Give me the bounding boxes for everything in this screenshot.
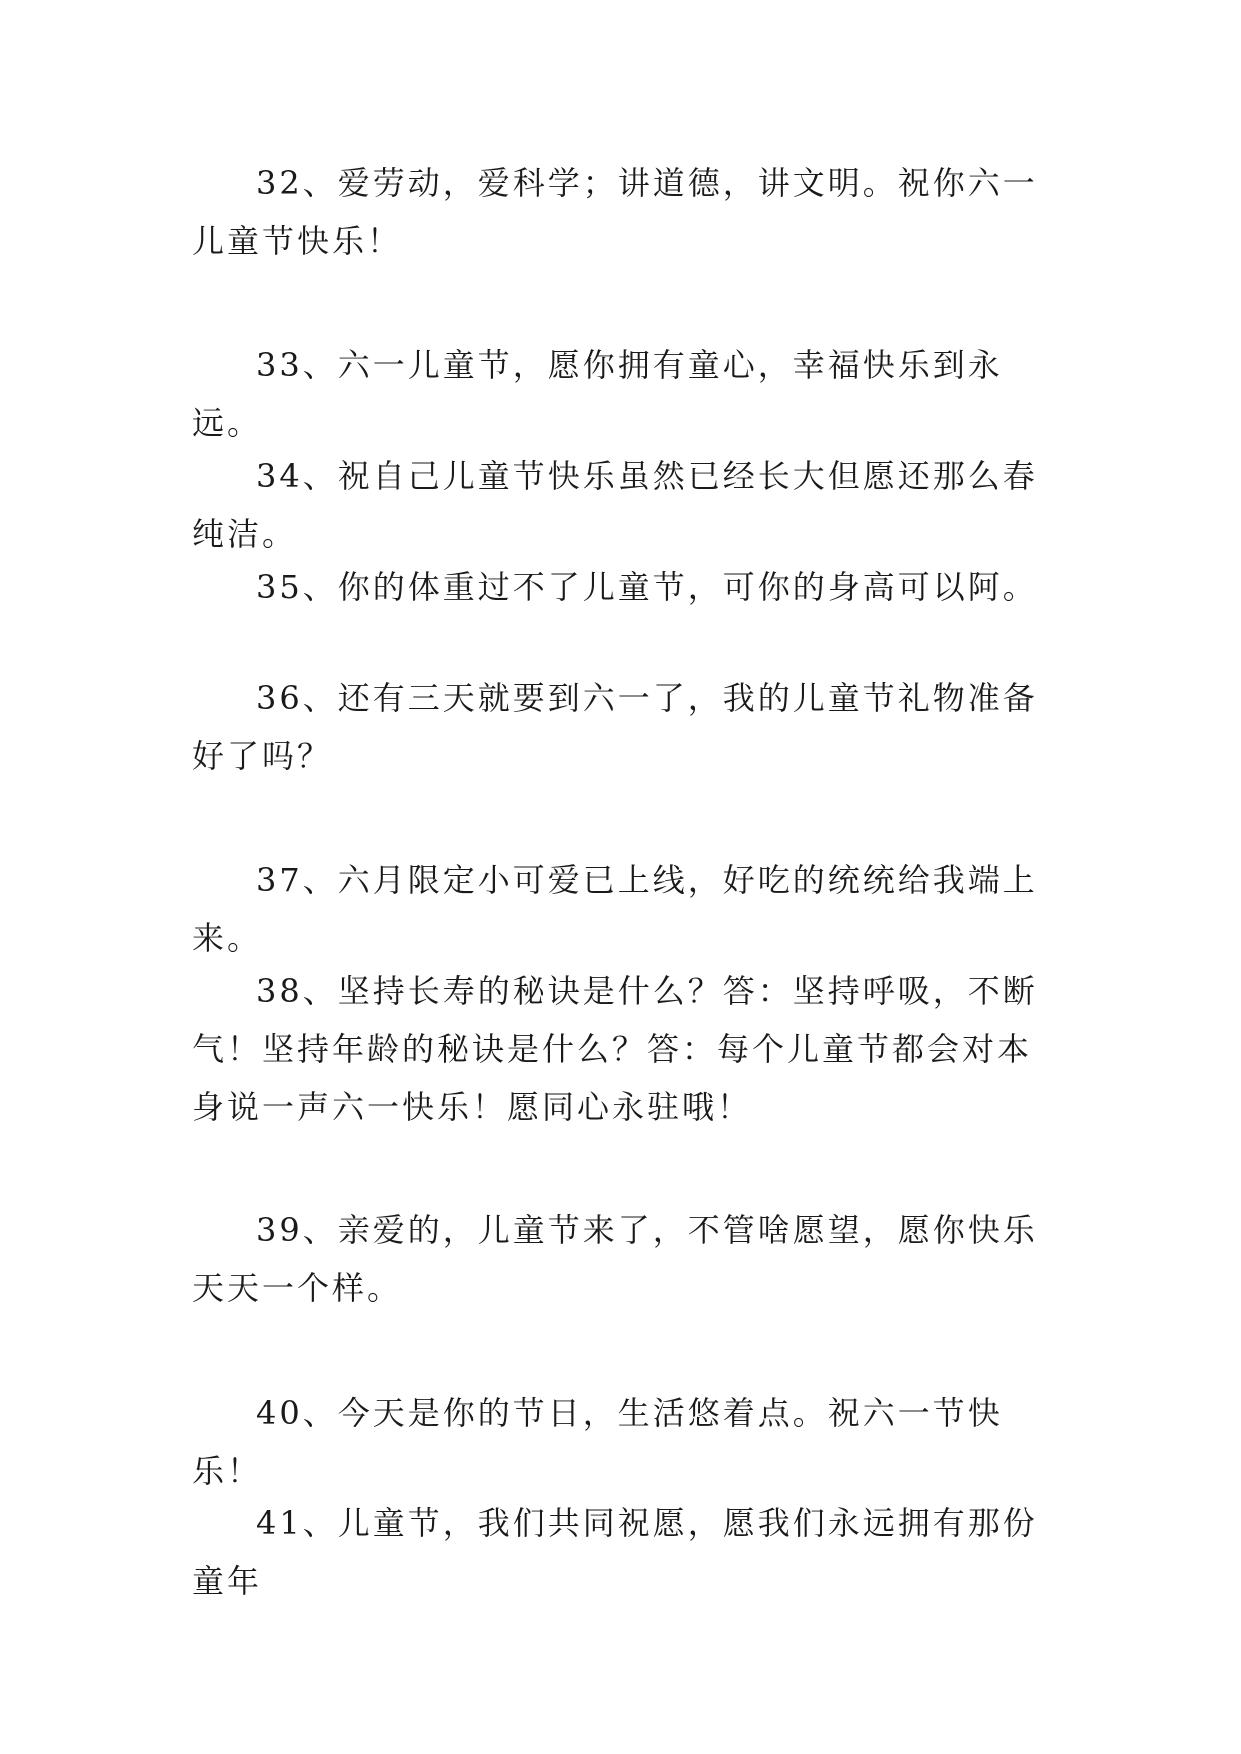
paragraph-38: 38、坚持长寿的秘诀是什么？答：坚持呼吸，不断气！坚持年龄的秘诀是什么？答：每个儿童节都会对本身说一声六一快乐！愿同心永驻哦！ xyxy=(192,972,1038,1126)
paragraph-41: 41、儿童节，我们共同祝愿，愿我们永远拥有那份童年 xyxy=(192,1504,1038,1600)
paragraph-36: 36、还有三天就要到六一了，我的儿童节礼物准备好了吗？ xyxy=(192,679,1038,775)
paragraph-33: 33、六一儿童节，愿你拥有童心，幸福快乐到永远。 xyxy=(192,346,1003,442)
paragraph-32: 32、爱劳动，爱科学；讲道德，讲文明。祝你六一儿童节快乐！ xyxy=(192,164,1038,260)
paragraph-39: 39、亲爱的，儿童节来了，不管啥愿望，愿你快乐天天一个样。 xyxy=(192,1211,1038,1307)
paragraph-35: 35、你的体重过不了儿童节，可你的身高可以阿。 xyxy=(256,568,1038,606)
paragraph-34: 34、祝自己儿童节快乐虽然已经长大但愿还那么春纯洁。 xyxy=(192,457,1038,553)
paragraph-40: 40、今天是你的节日，生活悠着点。祝六一节快乐！ xyxy=(192,1394,1003,1490)
paragraph-37: 37、六月限定小可爱已上线，好吃的统统给我端上来。 xyxy=(192,861,1038,957)
